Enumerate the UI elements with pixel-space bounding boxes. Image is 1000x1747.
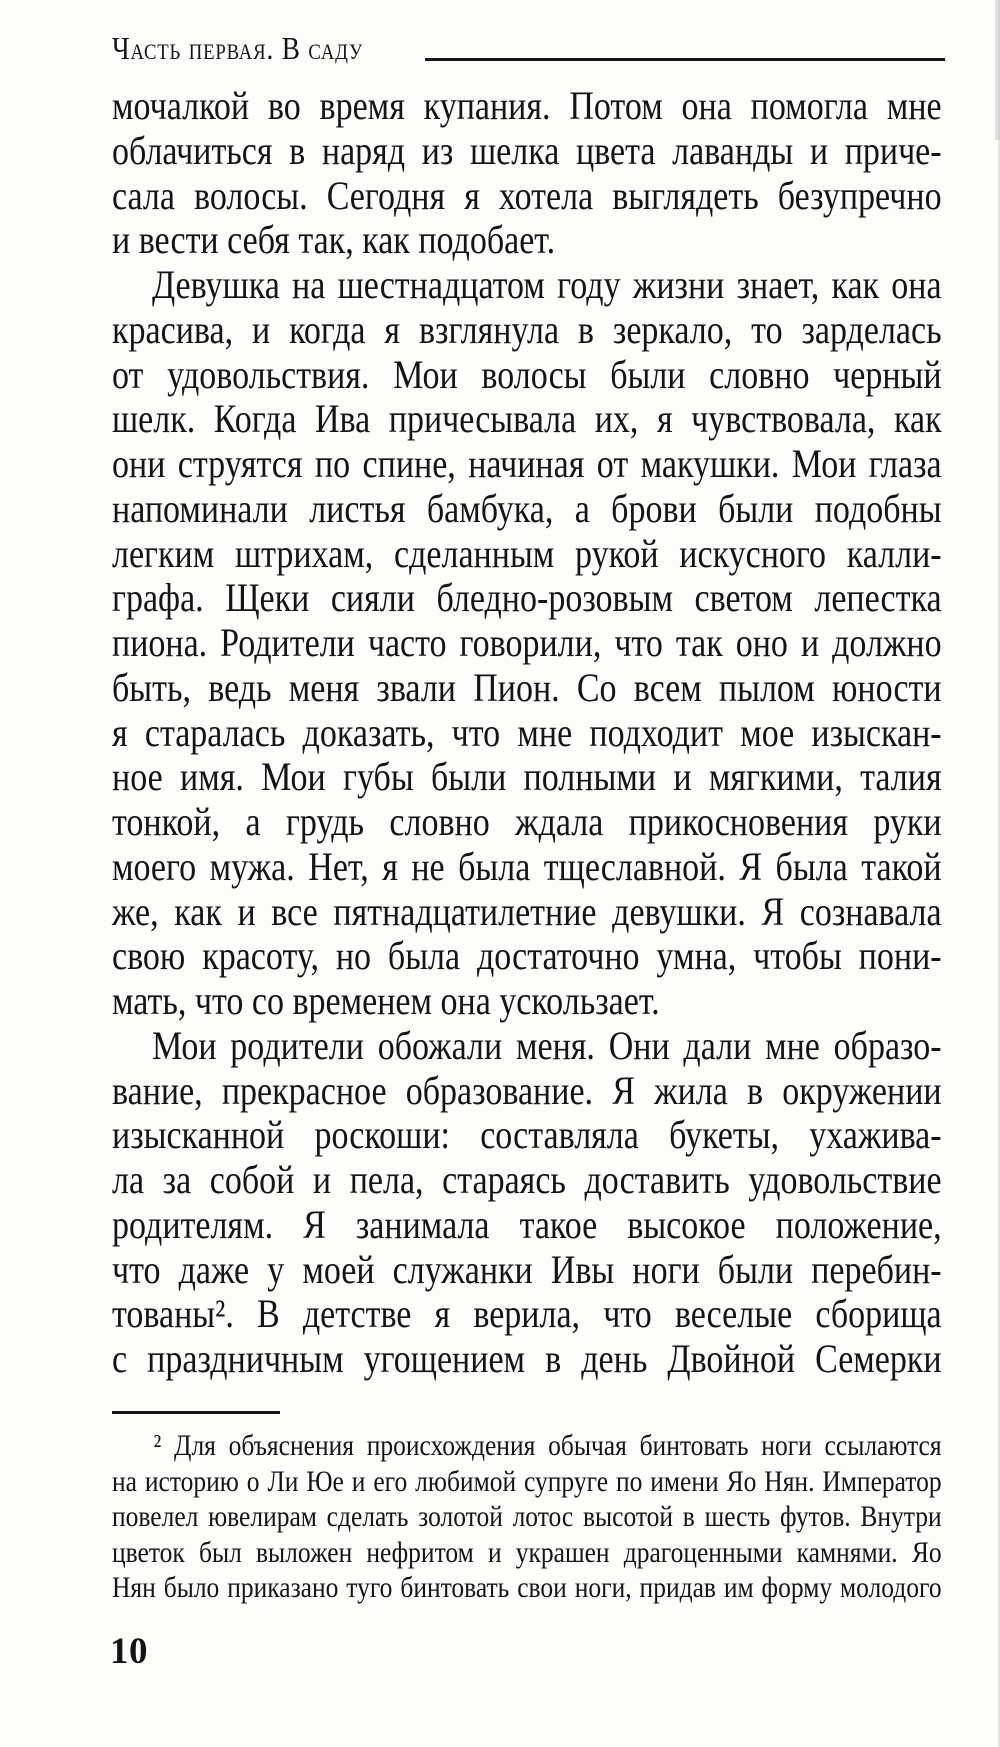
body-line: графа. Щеки сияли бледно-розовым светом лепестка	[112, 575, 942, 621]
body-line: что даже у моей служанки Ивы ноги были перебин-	[112, 1246, 942, 1292]
body-line: родителям. Я занимала такое высокое положение,	[112, 1201, 942, 1247]
footnote-line: повелел ювелирам сделать золотой лотос высотой в шесть футов. Внутри	[112, 1500, 942, 1534]
body-line: мочалкой во время купания. Потом она помогла мне	[112, 83, 942, 128]
body-line: ла за собой и пела, стараясь доставить удовольствие	[112, 1157, 942, 1202]
body-line: ное имя. Мои губы были полными и мягкими, талия	[112, 754, 942, 800]
body-line: Девушка на шестнадцатом году жизни знает, как она	[151, 262, 942, 307]
body-line: пиона. Родители часто говорили, что так оно и должно	[112, 620, 942, 665]
body-line: красива, и когда я взглянула в зеркало, то зарделась	[112, 306, 942, 352]
body-line: я старалась доказать, что мне подходит мое изыскан-	[112, 709, 942, 755]
body-line: быть, ведь меня звали Пион. Со всем пылом юности	[112, 664, 942, 710]
body-line: Мои родители обожали меня. Они дали мне образо-	[151, 1022, 942, 1068]
body-line: сала волосы. Сегодня я хотела выглядеть безупречно	[112, 172, 942, 218]
footnote-line: ² Для объяснения происхождения обычая бинтовать ноги ссылаются	[153, 1429, 942, 1462]
body-line: шелк. Когда Ива причесывала их, я чувствовала, как	[112, 396, 942, 442]
body-line: и вести себя так, как подобает.	[112, 217, 556, 263]
footnote-line: на историю о Ли Юе и его любимой супруге по имени Яо Нян. Император	[112, 1464, 942, 1498]
body-text	[112, 84, 942, 1382]
running-head-title: Часть первая. В саду	[112, 30, 364, 66]
footnote-separator	[112, 1411, 280, 1414]
body-line: моего мужа. Нет, я не была тщеславной. Я была такой	[112, 843, 942, 889]
body-line: тованы². В детстве я верила, что веселые сборища	[112, 1291, 942, 1337]
body-line: свою красоту, но была достаточно умна, чтобы пони-	[112, 933, 942, 979]
body-line: легким штрихам, сделанным рукой искусного калли-	[112, 530, 942, 576]
footnote-line: Нян было приказано туго бинтовать свои ноги, придав им форму молодого	[112, 1571, 942, 1605]
body-line: мать, что со временем она ускользает.	[112, 978, 660, 1023]
page-number: 10	[110, 1631, 148, 1672]
footnote-text	[112, 1428, 942, 1606]
body-line: облачиться в наряд из шелка цвета лаванды и приче-	[112, 127, 942, 173]
body-line: вание, прекрасное образование. Я жила в окружении	[112, 1067, 942, 1113]
body-line: изысканной роскоши: составляла букеты, ухажива-	[112, 1112, 942, 1158]
footnote-line: цветок был выложен нефритом и украшен драгоценными камнями. Яо	[112, 1535, 942, 1569]
body-line: тонкой, а грудь словно ждала прикосновения руки	[112, 799, 942, 844]
body-line: напоминали листья бамбука, а брови были подобны	[112, 485, 942, 531]
scan-edge-shadow-top	[995, 0, 1000, 140]
body-line: же, как и все пятнадцатилетние девушки. Я сознавала	[112, 888, 942, 934]
body-line: с праздничным угощением в день Двойной Семерки	[112, 1336, 942, 1381]
header-rule	[425, 58, 945, 61]
body-line: от удовольствия. Мои волосы были словно черный	[112, 351, 942, 397]
body-line: они струятся по спине, начиная от макушки. Мои глаза	[112, 441, 942, 486]
